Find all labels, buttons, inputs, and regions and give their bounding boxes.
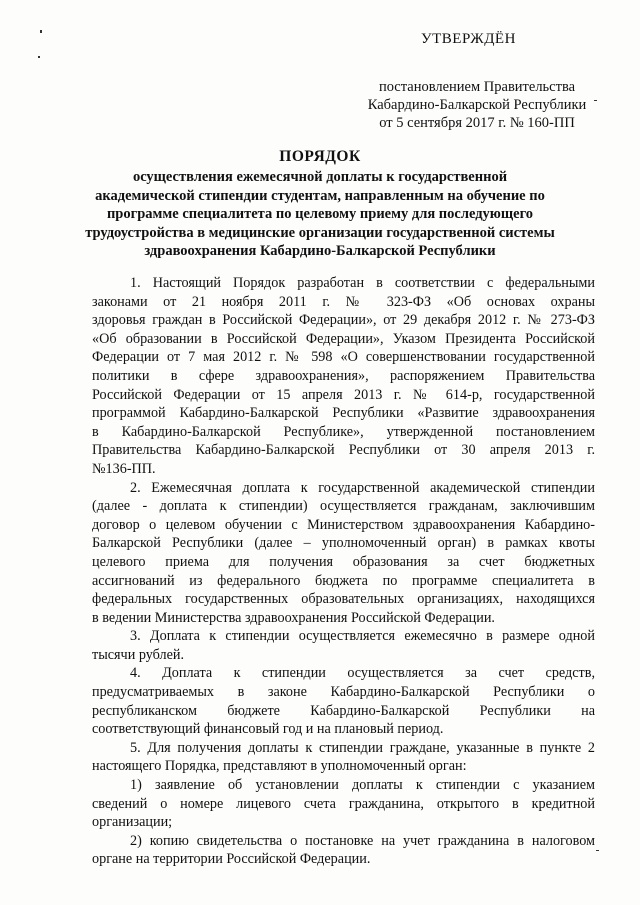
scan-mark [40, 30, 42, 33]
body-line: настоящего Порядка, представляют в уполномоченный орган: [92, 758, 467, 775]
approved-title: УТВЕРЖДЁН [421, 31, 516, 47]
body-line: органе на территории Российской Федерации. [92, 851, 371, 868]
scan-mark [38, 56, 40, 58]
body-line: программой Кабардино-Балкарской Республики «Развитие здравоохранения [92, 405, 595, 422]
body-line: тысячи рублей. [92, 646, 185, 663]
approval-line: постановлением Правительства [378, 79, 576, 95]
body-line: Российской Федерации от 15 апреля 2013 г. № 614-р, государственной [92, 386, 595, 403]
body-line: в ведении Министерства здравоохранения Российской Федерации. [92, 609, 495, 626]
body-line: здоровья граждан в Российской Федерации», от 29 декабря 2012 г. № 273-ФЗ [92, 312, 595, 329]
subtitle-line: программе специалитета по целевому приему для последующего [106, 206, 534, 223]
document-heading: ПОРЯДОК [279, 148, 361, 165]
body-line: сведений о номере лицевого счета гражданина, открытого в кредитной [92, 795, 595, 812]
body-line: 3. Доплата к стипендии осуществляется ежемесячно в размере одной [130, 628, 595, 645]
document-subtitle [70, 168, 570, 261]
body-line: (далее - доплата к стипендии) осуществляется гражданам, заключившим [92, 498, 595, 515]
body-line: в Кабардино-Балкарской Республике», утвержденной постановлением [92, 423, 595, 440]
body-line: 2. Ежемесячная доплата к государственной академической стипендии [130, 479, 595, 496]
body-line: целевого приема для получения образования за счет бюджетных [92, 553, 595, 570]
document-body [92, 274, 595, 869]
body-line: предусматриваемых в законе Кабардино-Балкарской Республики о [92, 684, 595, 701]
subtitle-line: осуществления ежемесячной доплаты к государственной [132, 169, 508, 185]
subtitle-line: трудоустройства в медицинские организации государственной системы [85, 224, 555, 241]
approval-block [352, 78, 602, 132]
body-line: 5. Для получения доплаты к стипендии граждане, указанные в пункте 2 [130, 739, 595, 756]
body-line: Балкарской Республики (далее – уполномоченный орган) в рамках квоты [92, 535, 595, 552]
subtitle-line: академической стипендии студентам, направленным на обучение по [95, 187, 545, 204]
body-line: федеральных государственных образовательных организациях, находящихся [92, 591, 595, 608]
body-line: 1. Настоящий Порядок разработан в соответствии с федеральными [130, 275, 595, 291]
subtitle-line: здравоохранения Кабардино-Балкарской Республики [144, 243, 496, 260]
body-line: ассигнований из федерального бюджета по программе специалитета в [92, 572, 595, 589]
scan-mark [596, 850, 599, 851]
body-line: 4. Доплата к стипендии осуществляется за счет средств, [130, 665, 595, 682]
body-line: организации; [92, 814, 173, 831]
body-line: законами от 21 ноября 2011 г. № 323-ФЗ «Об основах охраны [92, 293, 595, 310]
body-line: Правительства Кабардино-Балкарской Республики от 30 апреля 2013 г. [92, 442, 595, 459]
approval-line: Кабардино-Балкарской Республики [367, 97, 587, 113]
body-line: №136-ПП. [92, 460, 156, 477]
body-line: 2) копию свидетельства о постановке на учет гражданина в налоговом [130, 832, 595, 849]
approval-line: от 5 сентября 2017 г. № 160-ПП [379, 115, 575, 131]
body-line: соответствующий финансовый год и на плановый период. [92, 721, 444, 738]
body-line: Федерации от 7 мая 2012 г. № 598 «О совершенствовании государственной [92, 349, 595, 366]
body-line: 1) заявление об установлении доплаты к стипендии с указанием [130, 777, 595, 794]
body-line: политики в сфере здравоохранения», распоряжением Правительства [92, 367, 595, 384]
body-line: договор о целевом обучении с Министерством здравоохранения Кабардино- [92, 516, 595, 533]
body-line: «Об образовании в Российской Федерации», Указом Президента Российской [92, 330, 595, 347]
body-line: республиканском бюджете Кабардино-Балкарской Республики на [92, 702, 595, 719]
